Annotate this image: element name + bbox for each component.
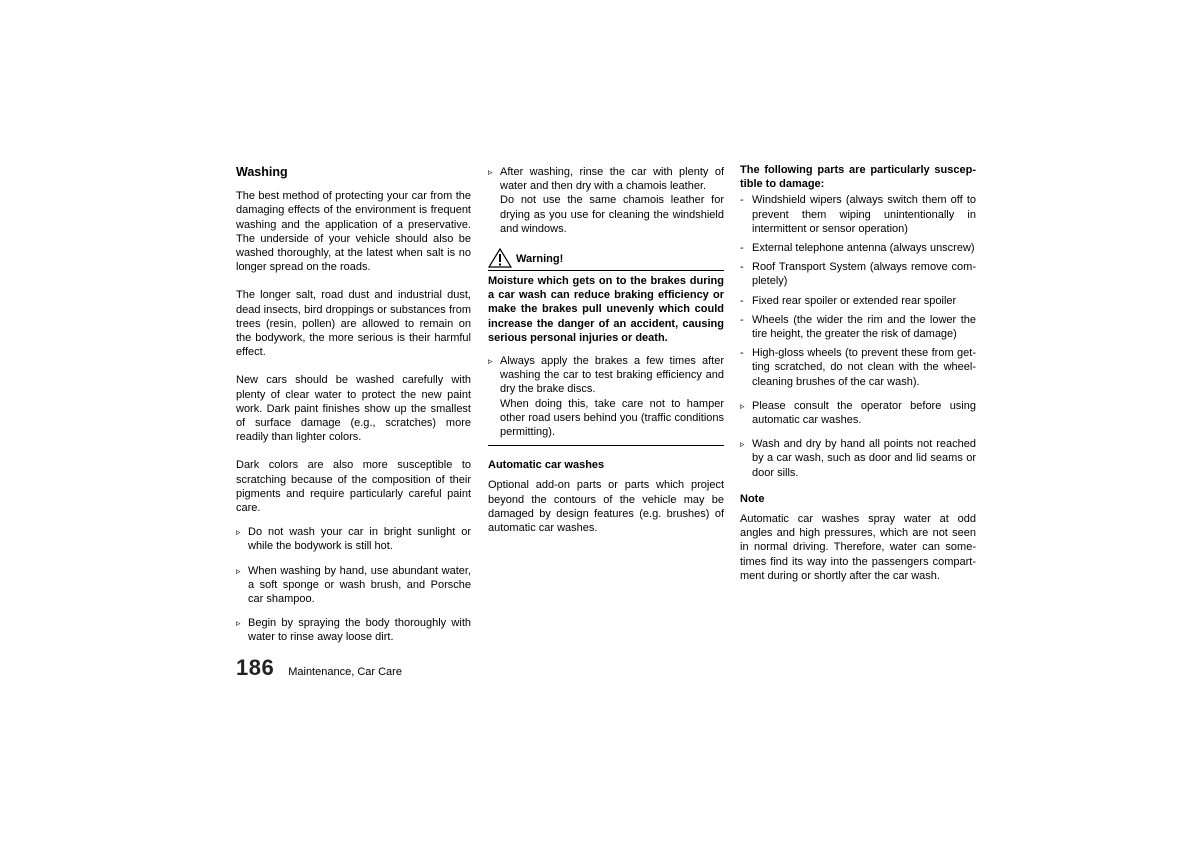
bullet-item [488, 354, 724, 439]
dash-text: High-gloss wheels (to prevent these from getting scratched, do not clean with the wheel-cleaning brushes of the car wash). [752, 347, 976, 388]
triangle-bullet-icon: ▹ [236, 527, 241, 538]
paragraph: Dark colors are also more susceptible to scratching because of the composition of their pigments and require particularly careful paint care. [236, 459, 471, 515]
paragraph: New cars should be washed carefully with plenty of clear water to protect the new paint work. Dark paint finishes show up the smallest of surface damage (e.g., scratches) more readily than lighter colors. [236, 374, 471, 444]
triangle-bullet-icon: ▹ [740, 439, 745, 450]
bullet-item [740, 437, 976, 480]
dash-marker: - [740, 294, 744, 307]
warning-triangle-icon [488, 248, 512, 268]
dash-item [740, 346, 976, 389]
section-heading-parts: The following parts are particularly susceptible to damage: [740, 164, 976, 191]
paragraph: The best method of protecting your car from the damaging effects of the environment is frequent washing and the application of a preservative. The underside of your vehicle should also be washed thoroughly, at the latest when salt is no longer spread on the roads. [236, 190, 471, 274]
bullet-text: Begin by spraying the body thoroughly with water to rinse away loose dirt. [248, 617, 471, 644]
dash-marker: - [740, 242, 744, 255]
bullet-text: Do not use the same chamois leather for drying as you use for cleaning the windshield and windows. [500, 194, 724, 235]
triangle-bullet-icon: ▹ [488, 167, 493, 177]
bullet-item [488, 165, 724, 236]
note-heading: Note [740, 492, 765, 505]
bullet-item [236, 525, 471, 553]
dash-marker: - [740, 261, 744, 274]
bullet-item [236, 616, 471, 644]
note-text: Automatic car washes spray water at odd angles and high pressures, which are not seen in normal driving. Therefore, water can sometimes find its way into the passengers compartment during or shortly after the car wash. [740, 513, 976, 582]
bullet-text: Do not wash your car in bright sunlight or while the bodywork is still hot. [248, 526, 471, 553]
bullet-item [236, 564, 471, 607]
dash-marker: - [740, 347, 744, 360]
dash-text: External telephone antenna (always unscrew) [752, 242, 975, 255]
dash-item [740, 241, 976, 255]
bullet-item [740, 399, 976, 427]
dash-marker: - [740, 313, 744, 326]
section-heading-washing: Washing [236, 165, 288, 179]
triangle-bullet-icon: ▹ [236, 618, 241, 629]
warning-text: Moisture which gets on to the brakes during a car wash can reduce braking efficiency or make the brakes pull unevenly which could increase the danger of an accident, causing serious personal injuries or death. [488, 275, 724, 344]
dash-item [740, 193, 976, 236]
bullet-text: When doing this, take care not to hamper other road users behind you (traffic conditions permitting). [500, 397, 724, 439]
dash-text: Roof Transport System (always remove completely) [752, 261, 976, 288]
page-footer [236, 655, 402, 691]
dash-item [740, 313, 976, 341]
bullet-text: After washing, rinse the car with plenty of water and then dry with a chamois leather. [500, 166, 724, 193]
dash-text: Wheels (the wider the rim and the lower the tire height, the greater the risk of damage) [752, 313, 976, 341]
sub-heading-automatic-car-washes: Automatic car washes [488, 459, 605, 472]
dash-item [740, 260, 976, 288]
warning-label: Warning! [516, 252, 564, 265]
dash-item [740, 294, 976, 308]
divider [488, 270, 724, 271]
divider [488, 445, 724, 446]
triangle-bullet-icon: ▹ [488, 356, 493, 367]
triangle-bullet-icon: ▹ [236, 565, 241, 576]
bullet-text: When washing by hand, use abundant water, a soft sponge or wash brush, and Porsche car shampoo. [248, 564, 471, 606]
warning-header [488, 244, 724, 268]
bullet-text: Wash and dry by hand all points not reached by a car wash, such as door and lid seams or door sills. [752, 438, 976, 479]
paragraph: The longer salt, road dust and industrial dust, dead insects, bird droppings or substances from trees (resin, pollen) are allowed to remain on the bodywork, the more serious is their harmful effect. [236, 289, 471, 359]
bullet-text: Always apply the brakes a few times after washing the car to test braking efficiency and dry the brake discs. [500, 355, 724, 396]
column-left [236, 160, 471, 645]
dash-text: Windshield wipers (always switch them off to prevent them wiping unintentionally in intermittent or sensor operation) [752, 194, 976, 235]
triangle-bullet-icon: ▹ [740, 400, 745, 411]
dash-marker: - [740, 194, 744, 207]
column-right [740, 160, 976, 583]
dash-text: Fixed rear spoiler or extended rear spoiler [752, 294, 957, 307]
page-number: 186 [236, 655, 275, 680]
chapter-title: Maintenance, Car Care [288, 666, 402, 678]
column-middle [488, 160, 724, 535]
paragraph: Optional add-on parts or parts which project beyond the contours of the vehicle may be damaged by design features (e.g. brushes) of automatic car washes. [488, 479, 724, 535]
bullet-text: Please consult the operator before using automatic car washes. [752, 399, 976, 427]
